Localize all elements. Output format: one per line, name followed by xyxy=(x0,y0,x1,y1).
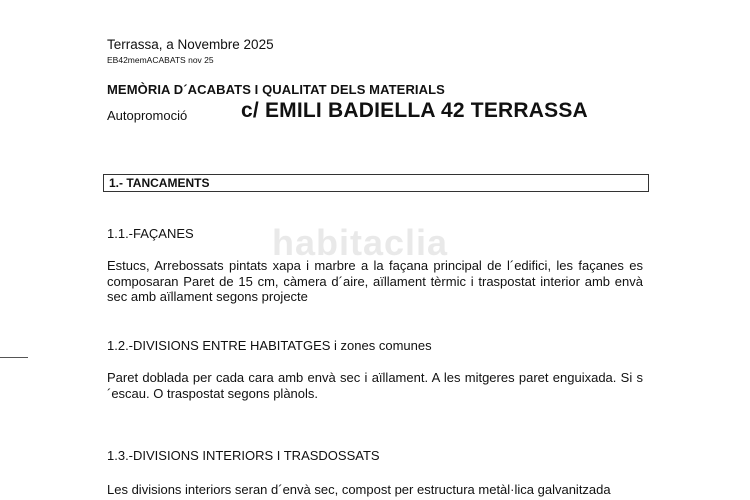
subsection-heading-interior-divisions: 1.3.-DIVISIONS INTERIORS I TRASDOSSATS xyxy=(107,448,380,463)
document-title: MEMÒRIA D´ACABATS I QUALITAT DELS MATERIALS xyxy=(107,82,445,97)
subsection-heading-facades: 1.1.-FAÇANES xyxy=(107,226,194,241)
margin-rule xyxy=(0,357,28,358)
date-line: Terrassa, a Novembre 2025 xyxy=(107,37,274,52)
reference-code: EB42memACABATS nov 25 xyxy=(107,55,214,65)
watermark-logo: habitaclia xyxy=(272,222,449,263)
subsection-heading-dwelling-divisions: 1.2.-DIVISIONS ENTRE HABITATGES i zones comunes xyxy=(107,338,432,353)
section-header-box xyxy=(103,174,649,192)
subsection-text-facades: Estucs, Arrebossats pintats xapa i marbre a la façana principal de l´edifici, les façanes es composaran Paret de 15 cm, càmera d´aire, aïllament tèrmic i traspostat interior amb envà sec amb aïllament segons projecte xyxy=(107,258,643,304)
promotion-type-label: Autopromoció xyxy=(107,108,188,123)
property-address: c/ EMILI BADIELLA 42 TERRASSA xyxy=(241,99,588,122)
section-title: 1.- TANCAMENTS xyxy=(109,176,210,190)
subsection-text-interior-divisions: Les divisions interiors seran d´envà sec, compost per estructura metàl·lica galvanitzada xyxy=(107,482,611,497)
subsection-text-dwelling-divisions: Paret doblada per cada cara amb envà sec i aïllament. A les mitgeres paret enguixada. Si s´escau. O traspostat segons plànols. xyxy=(107,370,643,401)
